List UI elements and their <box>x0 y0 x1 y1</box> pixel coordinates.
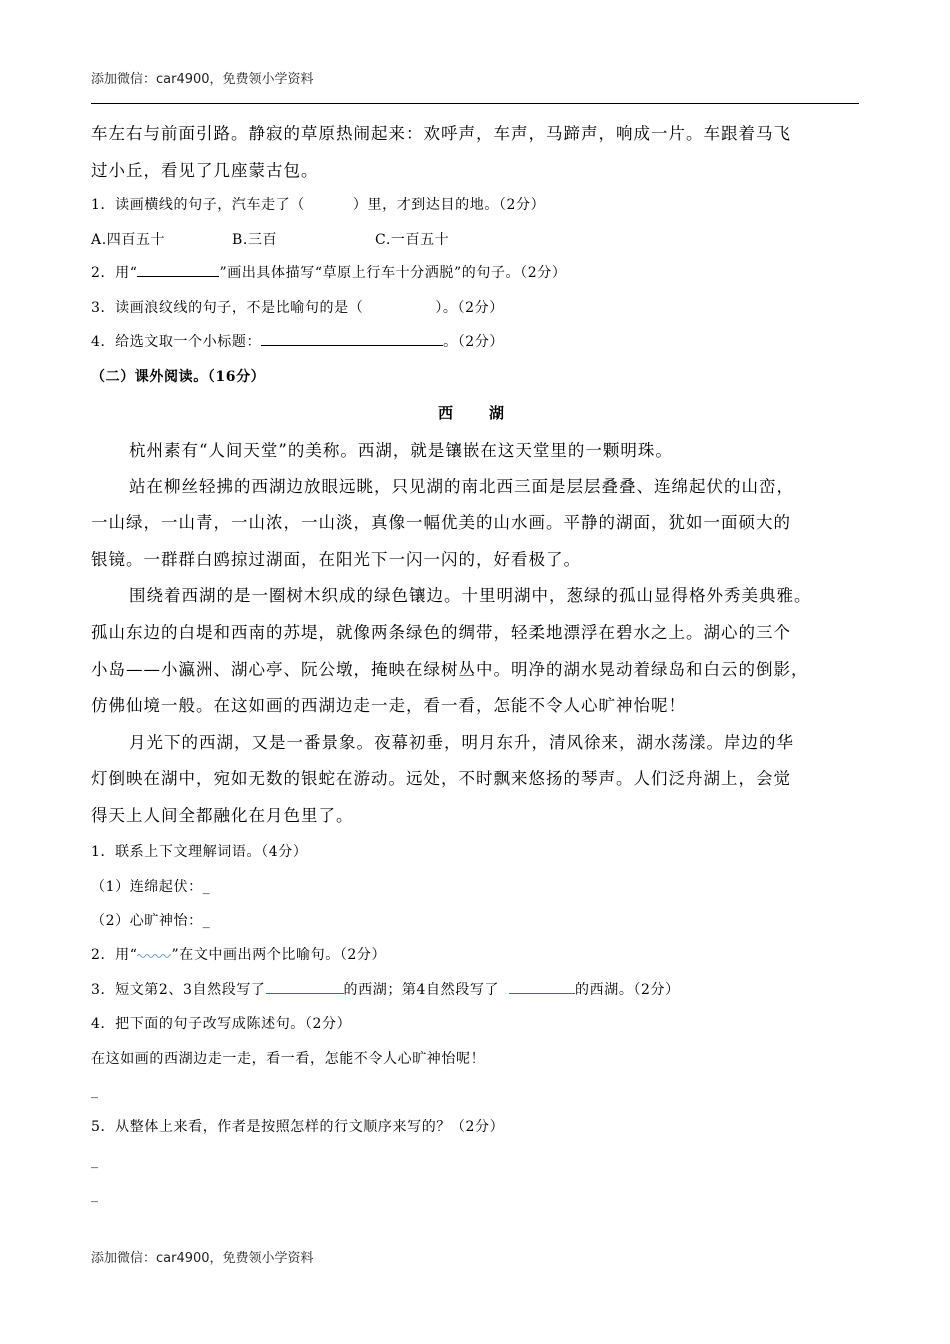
header-note: 添加微信：car4900，免费领小学资料 <box>91 72 314 87</box>
question-text: 的西湖；第4自然段写了 <box>343 982 500 998</box>
question-2 <box>91 262 566 282</box>
paragraph-line: 站在柳丝轻拂的西湖边放眼远眺，只见湖的南北西三面是层层叠叠、连绵起伏的山峦， <box>129 477 794 496</box>
paragraph-line: 灯倒映在湖中，宛如无数的银蛇在游动。远处，不时飘来悠扬的琴声。人们泛舟湖上，会觉 <box>91 769 791 788</box>
question-1 <box>91 194 545 214</box>
passage-line: 过小丘，看见了几座蒙古包。 <box>91 161 319 180</box>
option-c[interactable]: C.一百五十 <box>375 232 450 248</box>
question-text: 3．短文第2、3自然段写了 <box>91 982 266 998</box>
option-b[interactable]: B.三百 <box>232 232 278 248</box>
option-a[interactable]: A.四百五十 <box>91 232 166 248</box>
paragraph-line: 围绕着西湖的是一圈树木织成的绿色镶边。十里明湖中，葱绿的孤山显得格外秀美典雅。 <box>129 586 812 605</box>
question-text: ）里，才到达目的地。（2分） <box>352 197 546 213</box>
question-4 <box>91 331 504 351</box>
paragraph-line: 一山绿，一山青，一山浓，一山淡，真像一幅优美的山水画。平静的湖面，犹如一面硕大的 <box>91 513 791 532</box>
question-text: 4．给选文取一个小标题： <box>91 334 262 350</box>
header-divider <box>91 103 859 104</box>
answer-line[interactable]: _ <box>91 1083 99 1099</box>
article-title: 西 湖 <box>438 404 507 422</box>
question-4-sentence: 在这如画的西湖边走一走，看一看，怎能不令人心旷神怡呢！ <box>91 1051 486 1067</box>
section-heading: （二）课外阅读。（16分） <box>91 369 266 385</box>
question-text: 的西湖。（2分） <box>575 982 680 998</box>
paragraph-line: 小岛——小瀛洲、湖心亭、阮公墩，掩映在绿树丛中。明净的湖水晃动着绿岛和白云的倒影， <box>91 660 809 679</box>
question-text: ）。（2分） <box>435 300 504 316</box>
question-5: 5．从整体上来看，作者是按照怎样的行文顺序来写的？（2分） <box>91 1119 505 1135</box>
question-text: 3．读画浪纹线的句子，不是比喻句的是（ <box>91 300 364 316</box>
answer-blank[interactable] <box>509 979 575 994</box>
answer-blank[interactable] <box>266 979 344 994</box>
question-3 <box>91 297 504 317</box>
answer-line[interactable]: _ <box>91 1187 99 1203</box>
question-text: 。（2分） <box>443 334 505 350</box>
answer-blank[interactable] <box>261 331 443 346</box>
paragraph-line: 月光下的西湖，又是一番景象。夜幕初垂，明月东升，清风徐来，湖水荡漾。岸边的华 <box>129 733 794 752</box>
question-1b: （2）心旷神怡：_ <box>91 913 211 929</box>
paragraph-line: 孤山东边的白堤和西南的苏堤，就像两条绿色的绸带，轻柔地漂浮在碧水之上。湖心的三个 <box>91 623 791 642</box>
question-2 <box>91 944 386 964</box>
question-text: ”在文中画出两个比喻句。（2分） <box>171 947 387 963</box>
question-text: 1．读画横线的句子，汽车走了（ <box>91 197 305 213</box>
paragraph-line: 杭州素有“人间天堂”的美称。西湖，就是镶嵌在这天堂里的一颗明珠。 <box>129 441 673 460</box>
paragraph-line: 银镜。一群群白鸥掠过湖面，在阳光下一闪一闪的，好看极了。 <box>91 550 581 569</box>
wavy-line-sample <box>137 951 171 959</box>
question-1: 1．联系上下文理解词语。（4分） <box>91 844 308 860</box>
question-text: ”画出具体描写“草原上行车十分洒脱”的句子。（2分） <box>219 265 567 281</box>
footer-note: 添加微信：car4900，免费领小学资料 <box>91 1251 314 1266</box>
answer-line[interactable]: _ <box>91 1153 99 1169</box>
question-3 <box>91 979 680 999</box>
question-text: 2．用“ <box>91 265 138 281</box>
underline-sample <box>137 262 219 277</box>
question-4: 4．把下面的句子改写成陈述句。（2分） <box>91 1016 352 1032</box>
question-text: 2．用“ <box>91 947 138 963</box>
question-1a: （1）连绵起伏：_ <box>91 879 211 895</box>
paragraph-line: 仿佛仙境一般。在这如画的西湖边走一走，看一看，怎能不令人心旷神怡呢！ <box>91 696 686 715</box>
passage-line: 车左右与前面引路。静寂的草原热闹起来：欢呼声，车声，马蹄声，响成一片。车跟着马飞 <box>91 124 791 143</box>
paragraph-line: 得天上人间全都融化在月色里了。 <box>91 806 354 825</box>
